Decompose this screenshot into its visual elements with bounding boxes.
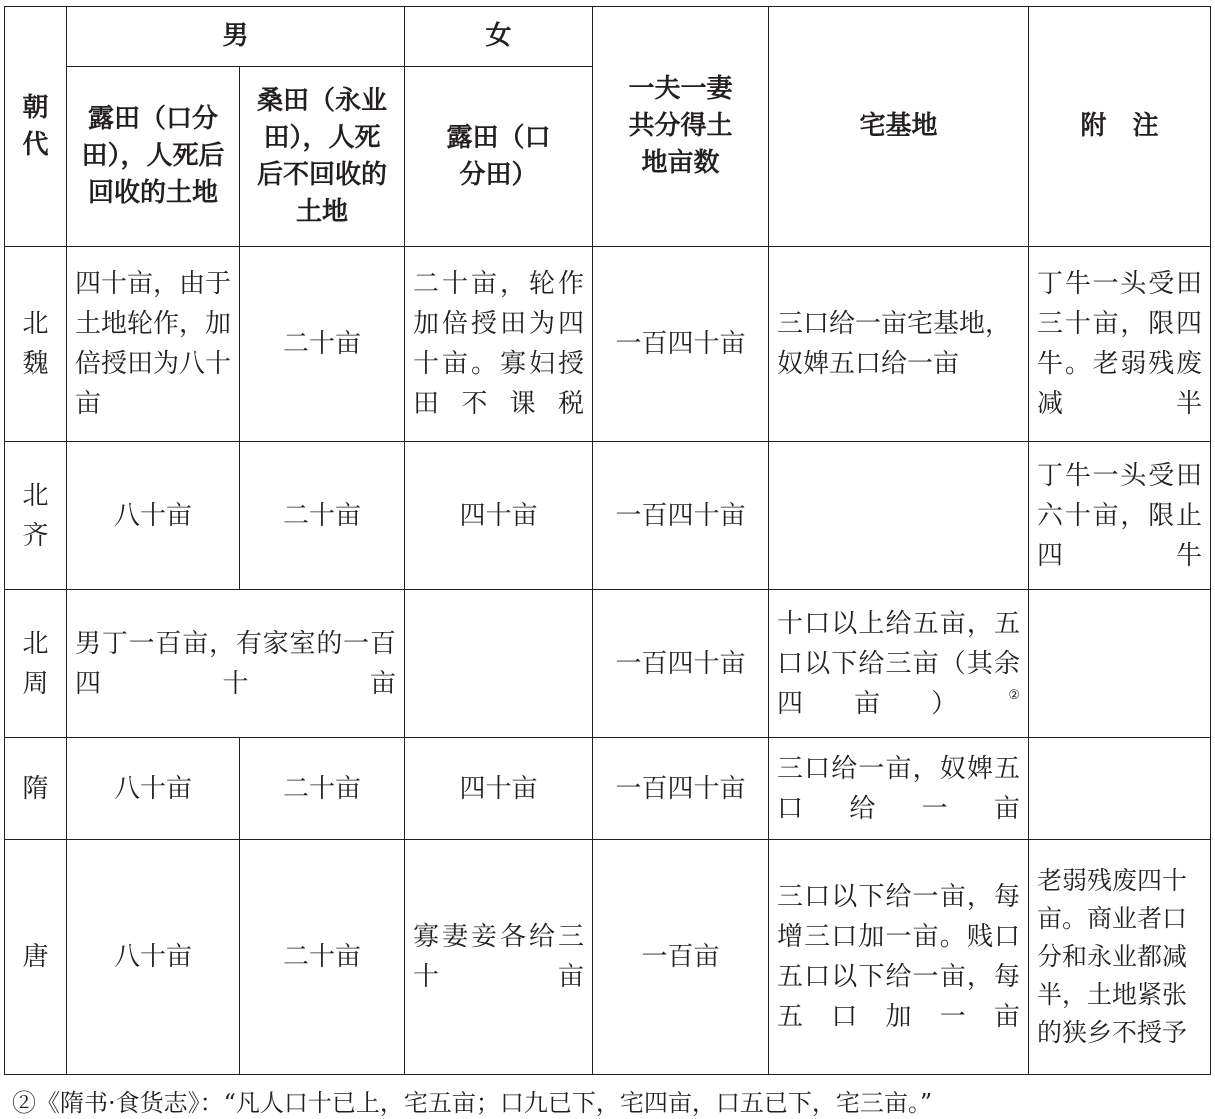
dynasty-cell: [5, 247, 67, 442]
dynasty-text: 隋: [22, 773, 49, 804]
male-sangtian-cell: 二十亩: [240, 442, 405, 590]
couple-total-cell: 一百亩: [593, 840, 769, 1075]
header-row-1: [5, 7, 1211, 67]
male-lutian-cell: 四十亩，由于土地轮作，加倍授田为八十亩: [67, 247, 240, 442]
dynasty-text: 北周: [22, 628, 49, 699]
land-equalization-table: [4, 6, 1211, 1075]
female-lutian-cell: 寡妻妾各给三十亩: [405, 840, 593, 1075]
header-notes: 附 注: [1029, 7, 1211, 247]
table-row: [5, 247, 1211, 442]
header-homestead: 宅基地: [769, 7, 1029, 247]
notes-cell: 丁牛一头受田六十亩，限止四牛: [1029, 442, 1211, 590]
homestead-cell: 三口以下给一亩，每增三口加一亩。贱口五口以下给一亩，每五口加一亩: [769, 840, 1029, 1075]
dynasty-cell: [5, 442, 67, 590]
male-sangtian-cell: 二十亩: [240, 247, 405, 442]
homestead-cell: 三口给一亩宅基地，奴婢五口给一亩: [769, 247, 1029, 442]
header-male-lutian: 露田（口分田），人死后回收的土地: [67, 67, 240, 247]
header-couple-total: 一夫一妻共分得土地亩数: [593, 7, 769, 247]
couple-total-cell: 一百四十亩: [593, 590, 769, 738]
dynasty-cell: [5, 840, 67, 1075]
male-lutian-cell: 八十亩: [67, 840, 240, 1075]
notes-cell: [1029, 738, 1211, 840]
couple-total-cell: 一百四十亩: [593, 247, 769, 442]
dynasty-text: 唐: [22, 942, 49, 972]
table-row: [5, 738, 1211, 840]
homestead-cell: [769, 442, 1029, 590]
header-female: 女: [405, 7, 593, 67]
male-sangtian-cell: 二十亩: [240, 840, 405, 1075]
homestead-cell: [769, 590, 1029, 738]
homestead-text: 十口以上给五亩，五口以下给三亩（其余四亩）: [777, 608, 1021, 719]
dynasty-cell: [5, 590, 67, 738]
female-lutian-cell: 四十亩: [405, 738, 593, 840]
header-female-lutian: 露田（口分田）: [405, 67, 593, 247]
dynasty-text: 北齐: [22, 480, 49, 551]
male-combined-cell: 男丁一百亩，有家室的一百四十亩: [67, 590, 405, 738]
footnote-mark: ②: [1008, 687, 1021, 703]
header-dynasty-text: 朝代: [22, 92, 49, 160]
header-dynasty: [5, 7, 67, 247]
table-row: [5, 442, 1211, 590]
couple-total-cell: 一百四十亩: [593, 738, 769, 840]
male-lutian-cell: 八十亩: [67, 738, 240, 840]
female-lutian-cell: 二十亩，轮作加倍授田为四十亩。寡妇授田不课税: [405, 247, 593, 442]
header-male: 男: [67, 7, 405, 67]
notes-cell: 老弱残废四十亩。商业者口分和永业都减半，土地紧张的狭乡不授予: [1029, 840, 1211, 1075]
dynasty-text: 北魏: [22, 309, 49, 379]
notes-cell: 丁牛一头受田三十亩，限四牛。老弱残废减半: [1029, 247, 1211, 442]
header-male-sangtian: 桑田（永业田），人死后不回收的土地: [240, 67, 405, 247]
male-lutian-cell: 八十亩: [67, 442, 240, 590]
notes-cell: [1029, 590, 1211, 738]
table-row: [5, 840, 1211, 1075]
footnote: ②《隋书·食货志》：“凡人口十已上，宅五亩；口九已下，宅四亩，口五已下，宅三亩。”: [12, 1089, 933, 1117]
table-row: [5, 590, 1211, 738]
homestead-cell: 三口给一亩，奴婢五口给一亩: [769, 738, 1029, 840]
female-lutian-cell: 四十亩: [405, 442, 593, 590]
male-sangtian-cell: 二十亩: [240, 738, 405, 840]
female-lutian-cell: [405, 590, 593, 738]
couple-total-cell: 一百四十亩: [593, 442, 769, 590]
dynasty-cell: [5, 738, 67, 840]
